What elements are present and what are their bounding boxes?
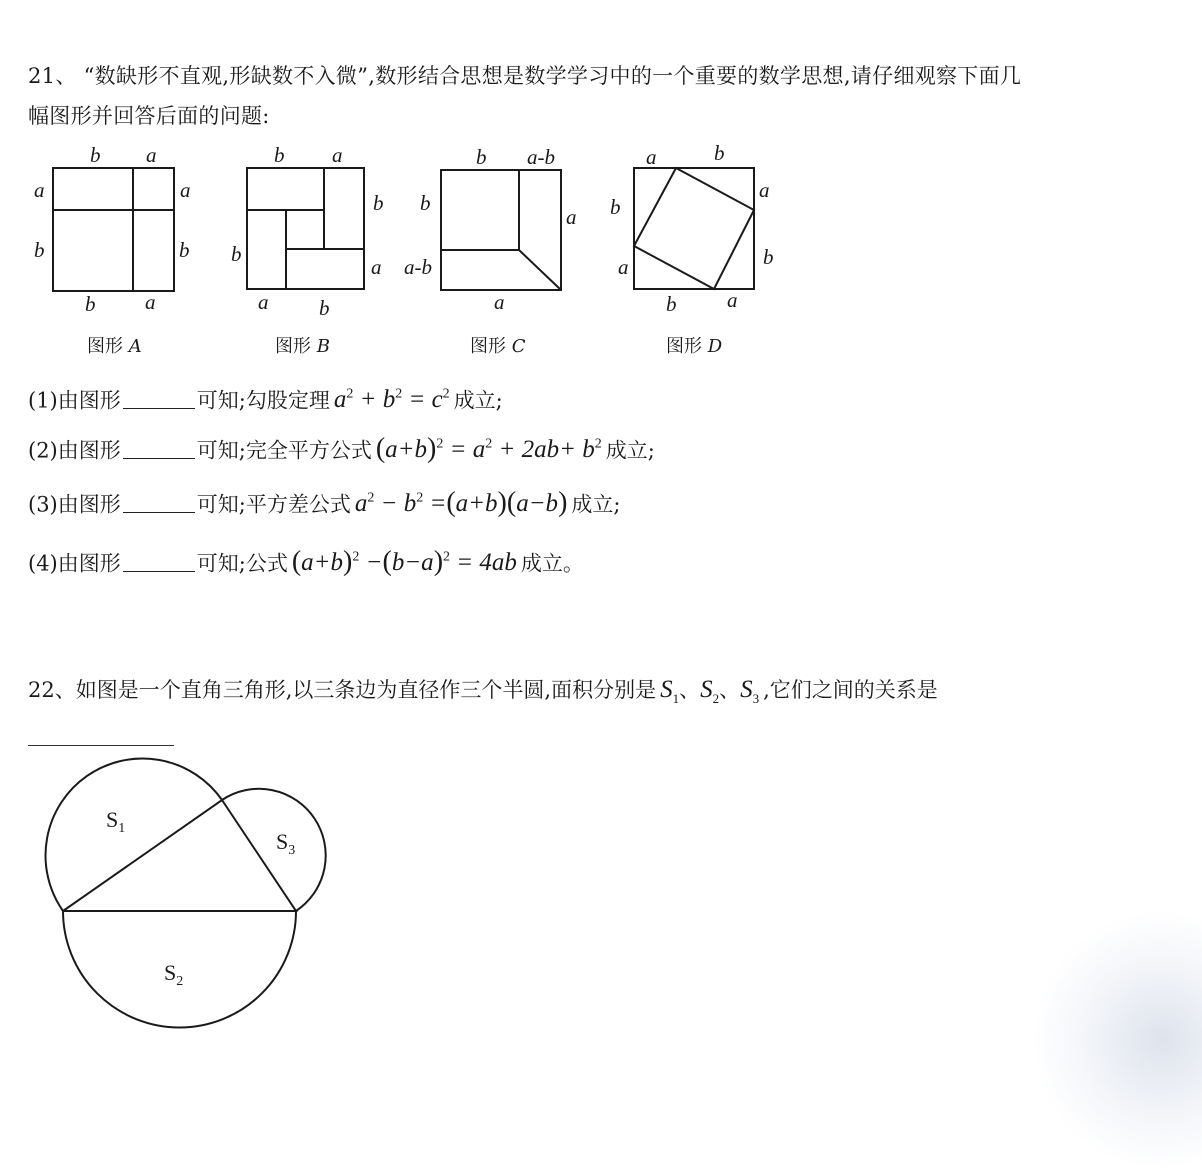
figA-label-right-a: a [180, 178, 191, 202]
q22-text [28, 670, 938, 710]
figB-label-bottom-a: a [258, 290, 269, 314]
q22-text-before: 22、如图是一个直角三角形,以三条边为直径作三个半圆,面积分别是 [28, 678, 657, 702]
figC-label-top-amb: a-b [527, 145, 555, 169]
figC-label-left-b: b [420, 191, 431, 215]
figA-label-top-b: b [90, 143, 101, 167]
figD-label-right-b: b [763, 245, 774, 269]
subq1-middle: 可知;勾股定理 [196, 388, 330, 413]
figure-d [634, 168, 754, 289]
subq2-answer-blank[interactable] [123, 436, 195, 459]
figD-label-left-a: a [618, 255, 629, 279]
subq4-prefix: (4)由图形 [28, 551, 121, 576]
figure-c [441, 170, 561, 290]
figA-caption: 图形 A [87, 336, 142, 357]
semicircle-s1 [46, 759, 222, 911]
corner-shadow [1032, 910, 1202, 1170]
figD-label-bottom-b: b [666, 292, 677, 316]
subq2-prefix: (2)由图形 [28, 438, 121, 463]
figB-label-bottom-b: b [319, 296, 330, 320]
figB-caption: 图形 B [275, 336, 330, 357]
q21-intro-line-1: 21、 “数缺形不直观,形缺数不入微”,数形结合思想是数学学习中的一个重要的数学思想,请仔细观察下面几 [28, 64, 1022, 88]
q22-answer-blank[interactable] [28, 745, 174, 746]
figC-label-right-a: a [566, 205, 577, 229]
figD-label-left-b: b [610, 195, 621, 219]
figB-label-left-b: b [231, 242, 242, 266]
figA-label-bottom-a: a [145, 290, 156, 314]
subq1-prefix: (1)由图形 [28, 388, 121, 413]
subq1-suffix: 成立; [453, 388, 503, 413]
figC-label-left-amb: a-b [404, 255, 432, 279]
subq2-middle: 可知;完全平方公式 [196, 438, 372, 463]
subq2-suffix: 成立; [605, 438, 655, 463]
semicircle-s3 [222, 789, 326, 911]
figD-label-right-a: a [759, 178, 770, 202]
q21-subq-2 [28, 425, 655, 465]
figC-label-top-b: b [476, 145, 487, 169]
q21-figures [0, 0, 1202, 375]
right-triangle [63, 800, 296, 911]
q22-s-symbols: $S_1$、$S_2$、$S_3$ [660, 676, 760, 706]
figB-label-right-a: a [371, 255, 382, 279]
figB-label-top-b: b [274, 143, 285, 167]
subq3-answer-blank[interactable] [123, 490, 195, 513]
figD-label-top-a: a [646, 145, 657, 169]
figD-label-bottom-a: a [727, 288, 738, 312]
subq3-middle: 可知;平方差公式 [196, 492, 351, 517]
figD-label-top-b: b [714, 141, 725, 165]
subq4-formula: $(a+b)^2 -(b-a)^2 = 4ab$ [291, 546, 517, 578]
subq2-formula: $(a+b)^2 = a^2 + 2ab+ b^2$ [375, 433, 602, 465]
figA-label-left-a: a [34, 178, 45, 202]
figure-a [53, 168, 174, 291]
figA-label-left-b: b [34, 238, 45, 262]
figure-b [247, 168, 364, 289]
subq3-suffix: 成立; [571, 492, 621, 517]
subq4-middle: 可知;公式 [196, 551, 288, 576]
subq3-prefix: (3)由图形 [28, 492, 121, 517]
figA-label-bottom-b: b [85, 292, 96, 316]
figB-label-top-a: a [332, 143, 343, 167]
label-s2: S2 [164, 960, 184, 989]
subq1-formula: $a^2 + b^2 = c^2$ [333, 386, 450, 414]
figC-label-bottom-a: a [494, 290, 505, 314]
q22-text-after: ,它们之间的关系是 [763, 678, 938, 702]
figC-caption: 图形 C [470, 336, 526, 357]
label-s1: S1 [106, 807, 126, 836]
subq1-answer-blank[interactable] [123, 386, 195, 409]
subq4-suffix: 成立。 [520, 551, 584, 576]
figA-label-right-b: b [179, 238, 190, 262]
label-s3: S3 [276, 829, 296, 858]
figB-label-right-b: b [373, 191, 384, 215]
figA-label-top-a: a [146, 143, 157, 167]
q21-intro-line-2: 幅图形并回答后面的问题: [28, 104, 270, 128]
q21-subq-1 [28, 375, 503, 415]
q21-subq-4 [28, 538, 584, 578]
semicircle-s2 [63, 911, 296, 1027]
subq3-formula: $a^2 - b^2 =(a+b)(a-b)$ [354, 487, 568, 519]
subq4-answer-blank[interactable] [123, 549, 195, 572]
q21-subq-3 [28, 479, 620, 519]
figD-caption: 图形 D [666, 336, 723, 357]
